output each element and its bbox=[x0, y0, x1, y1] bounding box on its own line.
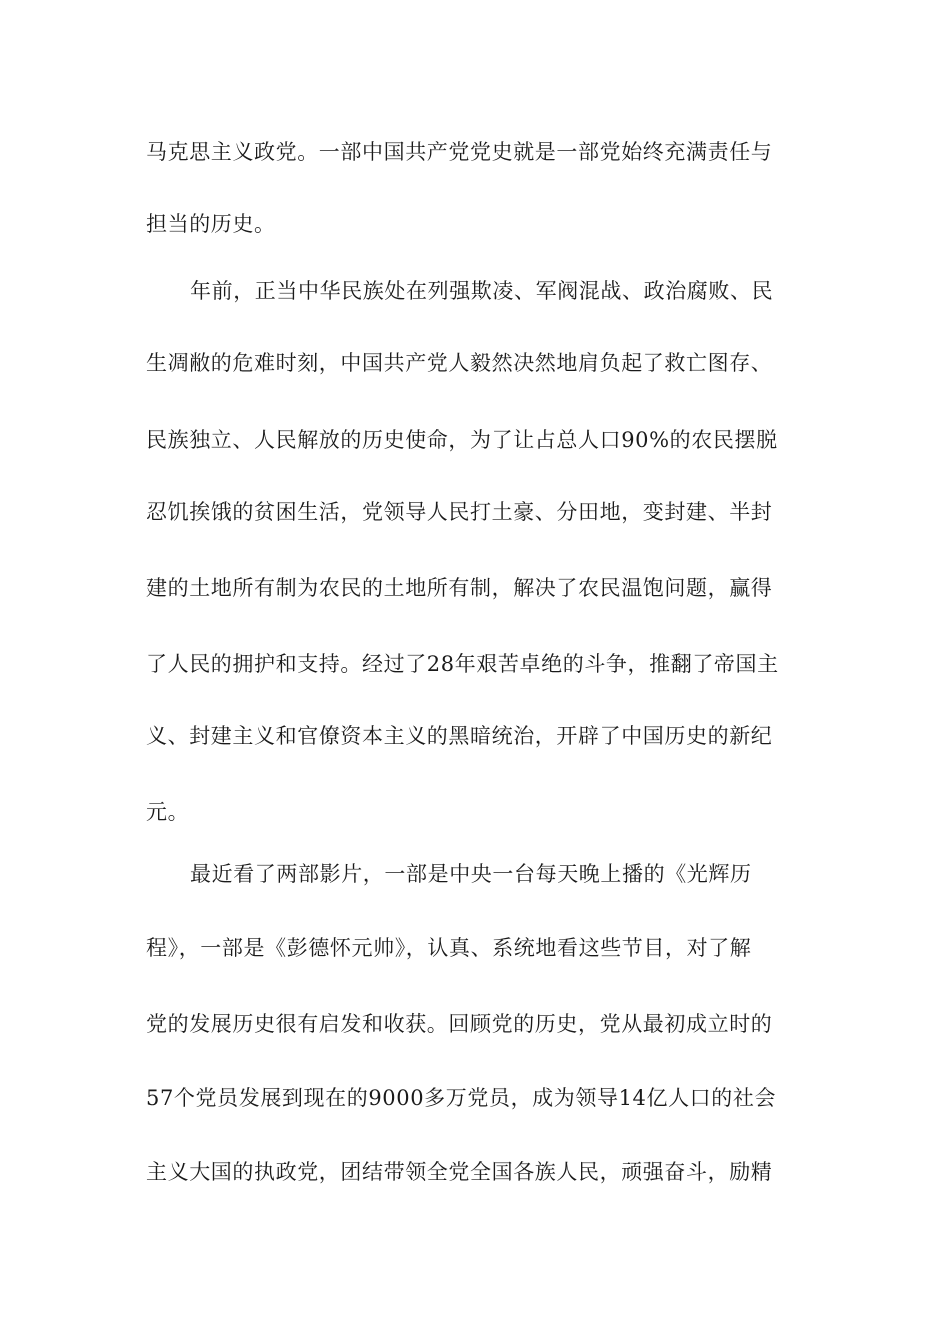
text-line: 生凋敝的危难时刻，中国共产党人毅然决然地肩负起了救亡图存、 bbox=[146, 351, 773, 375]
text-line: 担当的历史。 bbox=[146, 212, 276, 236]
text-line: 了人民的拥护和支持。经过了28年艰苦卓绝的斗争，推翻了帝国主 bbox=[146, 652, 779, 676]
text-line: 民族独立、人民解放的历史使命，为了让占总人口90%的农民摆脱 bbox=[146, 428, 778, 452]
text-line: 57个党员发展到现在的9000多万党员，成为领导14亿人口的社会 bbox=[146, 1086, 777, 1110]
text-line: 元。 bbox=[146, 800, 190, 824]
paragraph-first-line: 年前，正当中华民族处在列强欺凌、军阀混战、政治腐败、民 bbox=[190, 279, 774, 303]
text-line: 程》，一部是《彭德怀元帅》，认真、系统地看这些节目，对了解 bbox=[146, 936, 752, 960]
paragraph-first-line: 最近看了两部影片，一部是中央一台每天晚上播的《光辉历 bbox=[190, 862, 752, 886]
text-line: 马克思主义政党。一部中国共产党党史就是一部党始终充满责任与 bbox=[146, 140, 773, 164]
text-line: 建的土地所有制为农民的土地所有制，解决了农民温饱问题，赢得 bbox=[146, 576, 773, 600]
text-line: 义、封建主义和官僚资本主义的黑暗统治，开辟了中国历史的新纪 bbox=[146, 724, 773, 748]
text-line: 党的发展历史很有启发和收获。回顾党的历史，党从最初成立时的 bbox=[146, 1012, 773, 1036]
text-line: 忍饥挨饿的贫困生活，党领导人民打土豪、分田地，变封建、半封 bbox=[146, 500, 773, 524]
text-line: 主义大国的执政党，团结带领全党全国各族人民，顽强奋斗，励精 bbox=[146, 1160, 773, 1184]
